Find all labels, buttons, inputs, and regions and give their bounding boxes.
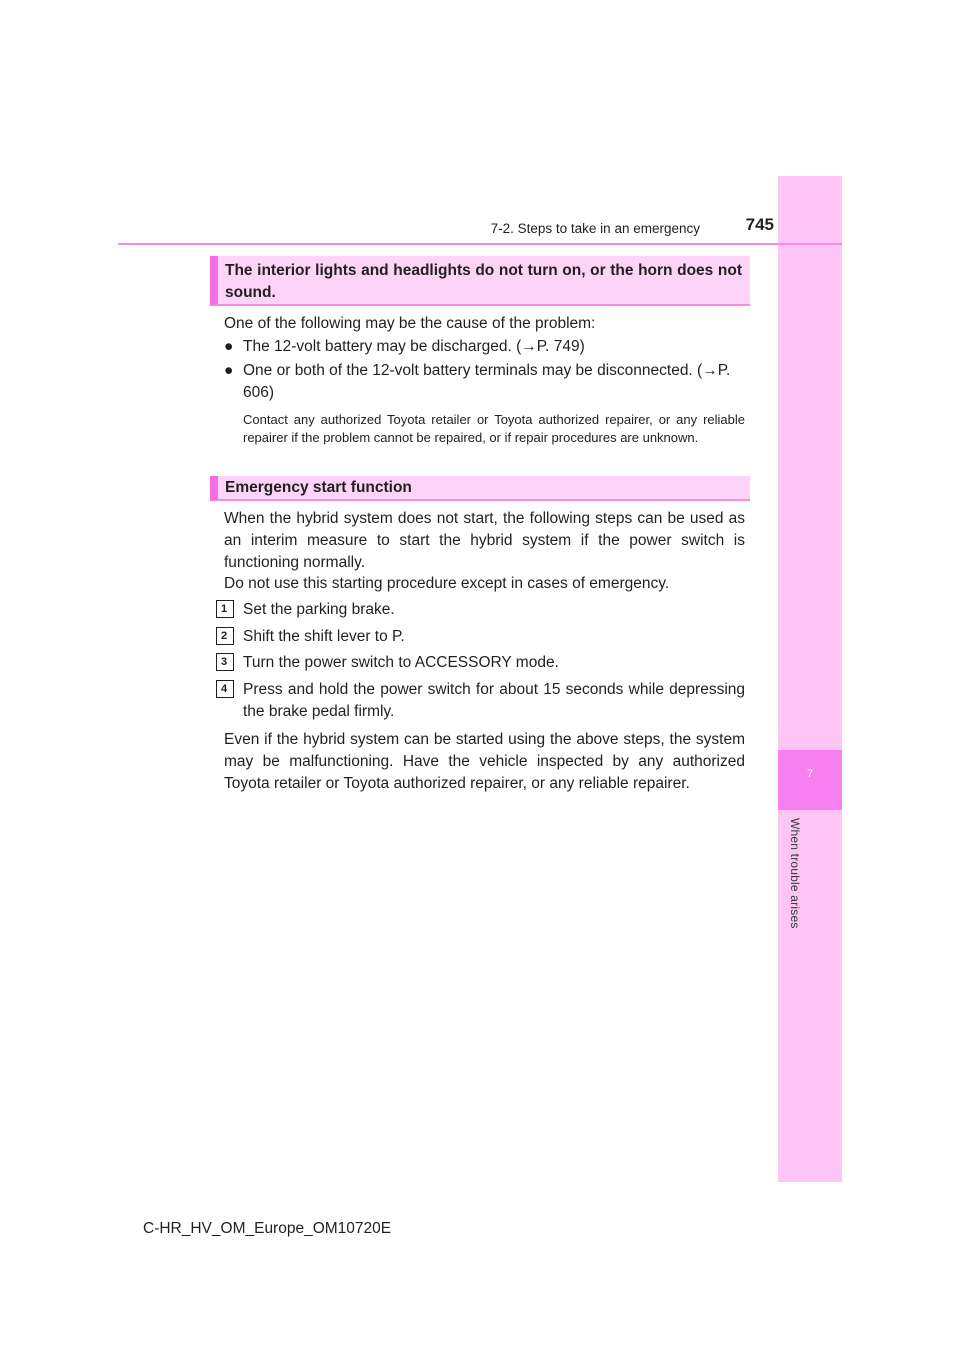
chapter-tab-marker	[778, 750, 842, 810]
chapter-side-strip	[778, 176, 842, 1182]
step-text: Turn the power switch to ACCESSORY mode.	[243, 654, 559, 671]
step-number-box: 4	[216, 680, 234, 698]
bullet-icon: ●	[224, 338, 234, 355]
step-number-box: 3	[216, 653, 234, 671]
bullet-icon: ●	[224, 362, 234, 379]
section2-closing: Even if the hybrid system can be started using the above steps, the system may be malfunctioning. Have the vehicle inspected by any authorized Toyota retailer or Toyota authorized repairer, or any reliable repairer.	[224, 731, 745, 792]
section-heading-lights-horn: The interior lights and headlights do not turn on, or the horn does not sound.	[210, 256, 750, 306]
step-number-box: 1	[216, 600, 234, 618]
section2-intro: When the hybrid system does not start, the following steps can be used as an interim measure to start the hybrid system if the power switch is functioning normally.	[224, 510, 745, 571]
step-number-box: 2	[216, 627, 234, 645]
section-heading-emergency-start: Emergency start function	[210, 476, 750, 501]
chapter-label: When trouble arises	[788, 818, 802, 929]
step-text: Press and hold the power switch for about 15 seconds while depressing the brake pedal firmly.	[243, 681, 745, 720]
page-number: 745	[745, 215, 774, 234]
step-text: Set the parking brake.	[243, 601, 395, 618]
header-divider	[118, 243, 842, 245]
bullet-item: One or both of the 12-volt battery terminals may be disconnected. (→P. 606)	[243, 362, 731, 401]
section1-intro: One of the following may be the cause of the problem:	[224, 315, 596, 332]
bullet-item: The 12-volt battery may be discharged. (→P. 749)	[243, 338, 585, 355]
section2-warning: Do not use this starting procedure except in cases of emergency.	[224, 575, 670, 592]
chapter-number: 7	[806, 768, 814, 780]
section1-note: Contact any authorized Toyota retailer or Toyota authorized repairer, or any reliable repairer if the problem cannot be repaired, or if repair procedures are unknown.	[243, 412, 745, 445]
step-text: Shift the shift lever to P.	[243, 628, 405, 645]
document-code: C-HR_HV_OM_Europe_OM10720E	[143, 1220, 392, 1237]
section-title: 7-2. Steps to take in an emergency	[490, 221, 700, 236]
